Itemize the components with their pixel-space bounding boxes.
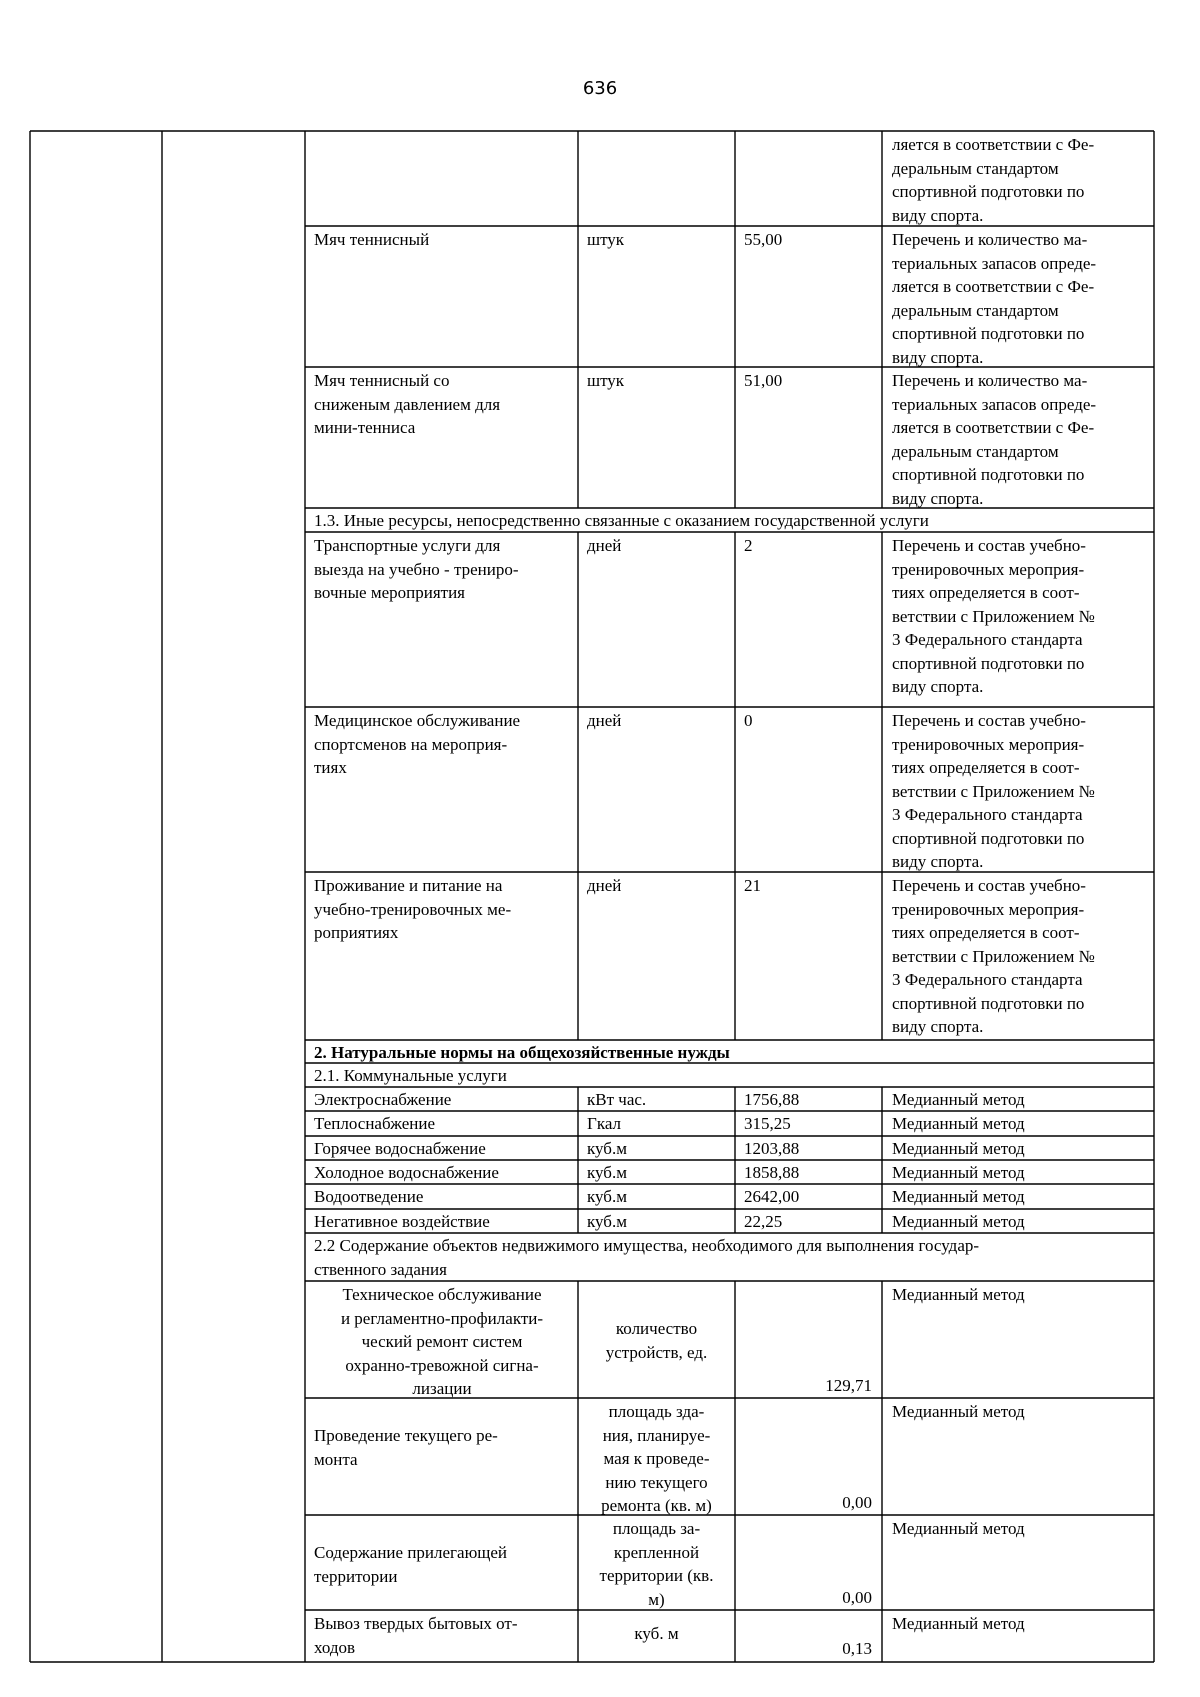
utility-value: 315,25 — [744, 1114, 791, 1133]
resource-value: 0 — [744, 711, 753, 730]
resource-unit: дней — [587, 536, 622, 555]
utility-unit: куб.м — [587, 1187, 627, 1206]
item-unit: штук — [587, 371, 625, 390]
utility-value: 1203,88 — [744, 1139, 800, 1158]
resource-note: Перечень и состав учебно- тренировочных мероприя- тиях определяется в соот- ветствии с Приложением № 3 Федерального стандарта спортивной подготовки по виду спорта. — [892, 876, 1095, 1036]
property-name: Техническое обслуживание и регламентно-профилакти- ческий ремонт систем охранно-тревожной сигна- лизации — [340, 1285, 544, 1398]
resource-unit: дней — [587, 876, 622, 895]
utility-note: Медианный метод — [892, 1114, 1025, 1133]
resource-unit: дней — [587, 711, 622, 730]
resource-value: 2 — [744, 536, 753, 555]
utility-name: Водоотведение — [314, 1187, 424, 1206]
utility-value: 2642,00 — [744, 1187, 800, 1206]
property-note: Медианный метод — [892, 1402, 1025, 1421]
utility-unit: Гкал — [587, 1114, 622, 1133]
utility-name: Горячее водоснабжение — [314, 1139, 486, 1158]
property-unit: площадь за- крепленной территории (кв. м) — [599, 1519, 714, 1609]
utility-name: Холодное водоснабжение — [314, 1163, 499, 1182]
section-heading: 1.3. Иные ресурсы, непосредственно связанные с оказанием государственной услуги — [314, 511, 929, 530]
utility-value: 22,25 — [744, 1212, 783, 1231]
resource-note: Перечень и состав учебно- тренировочных мероприя- тиях определяется в соот- ветствии с Приложением № 3 Федерального стандарта спортивной подготовки по виду спорта. — [892, 536, 1095, 696]
utility-unit: кВт час. — [587, 1090, 647, 1109]
property-note: Медианный метод — [892, 1285, 1025, 1304]
item-note: Перечень и количество ма- териальных запасов опреде- ляется в соответствии с Фе- деральным стандартом спортивной подготовки по виду спорта. — [892, 371, 1097, 508]
utility-name: Негативное воздействие — [314, 1212, 490, 1231]
section-heading: 2.2 Содержание объектов недвижимого имущества, необходимого для выполнения государ- ственного задания — [314, 1236, 980, 1279]
utility-unit: куб.м — [587, 1163, 627, 1182]
utility-note: Медианный метод — [892, 1139, 1025, 1158]
item-name: Мяч теннисный — [314, 230, 430, 249]
property-note: Медианный метод — [892, 1614, 1025, 1633]
resource-value: 21 — [744, 876, 761, 895]
utility-note: Медианный метод — [892, 1090, 1025, 1109]
utility-note: Медианный метод — [892, 1187, 1025, 1206]
section-heading: 2. Натуральные нормы на общехозяйственные нужды — [314, 1043, 730, 1062]
resource-name: Транспортные услуги для выезда на учебно - трениро- вочные мероприятия — [314, 536, 519, 602]
property-name: Вывоз твердых бытовых от- ходов — [314, 1614, 518, 1657]
utility-name: Электроснабжение — [314, 1090, 452, 1109]
property-unit: площадь зда- ния, планируе- мая к проведе- нию текущего ремонта (кв. м) — [601, 1402, 712, 1515]
item-name: Мяч теннисный со сниженым давлением для мини-тенниса — [314, 371, 501, 437]
section-heading: 2.1. Коммунальные услуги — [314, 1066, 507, 1085]
property-unit: куб. м — [634, 1624, 679, 1643]
item-note: Перечень и количество ма- териальных запасов опреде- ляется в соответствии с Фе- деральным стандартом спортивной подготовки по виду спорта. — [892, 230, 1097, 367]
resource-name: Медицинское обслуживание спортсменов на мероприя- тиях — [314, 711, 521, 777]
page-number: 636 — [582, 78, 618, 99]
property-value: 0,00 — [842, 1588, 872, 1607]
item-value: 55,00 — [744, 230, 783, 249]
utility-value: 1858,88 — [744, 1163, 800, 1182]
utility-note: Медианный метод — [892, 1163, 1025, 1182]
note-cell: ляется в соответствии с Фе- деральным стандартом спортивной подготовки по виду спорта. — [892, 135, 1095, 225]
resource-note: Перечень и состав учебно- тренировочных мероприя- тиях определяется в соот- ветствии с Приложением № 3 Федерального стандарта спортивной подготовки по виду спорта. — [892, 711, 1095, 871]
utility-unit: куб.м — [587, 1212, 627, 1231]
property-unit: количество устройств, ед. — [605, 1319, 708, 1362]
property-note: Медианный метод — [892, 1519, 1025, 1538]
item-value: 51,00 — [744, 371, 783, 390]
resource-name: Проживание и питание на учебно-тренировочных ме- роприятиях — [314, 876, 512, 942]
property-value: 129,71 — [825, 1376, 872, 1395]
property-value: 0,00 — [842, 1493, 872, 1512]
utility-unit: куб.м — [587, 1139, 627, 1158]
utility-name: Теплоснабжение — [314, 1114, 436, 1133]
utility-note: Медианный метод — [892, 1212, 1025, 1231]
property-name: Содержание прилегающей территории — [314, 1543, 508, 1586]
property-value: 0,13 — [842, 1639, 872, 1658]
utility-value: 1756,88 — [744, 1090, 800, 1109]
item-unit: штук — [587, 230, 625, 249]
property-name: Проведение текущего ре- монта — [314, 1426, 498, 1469]
